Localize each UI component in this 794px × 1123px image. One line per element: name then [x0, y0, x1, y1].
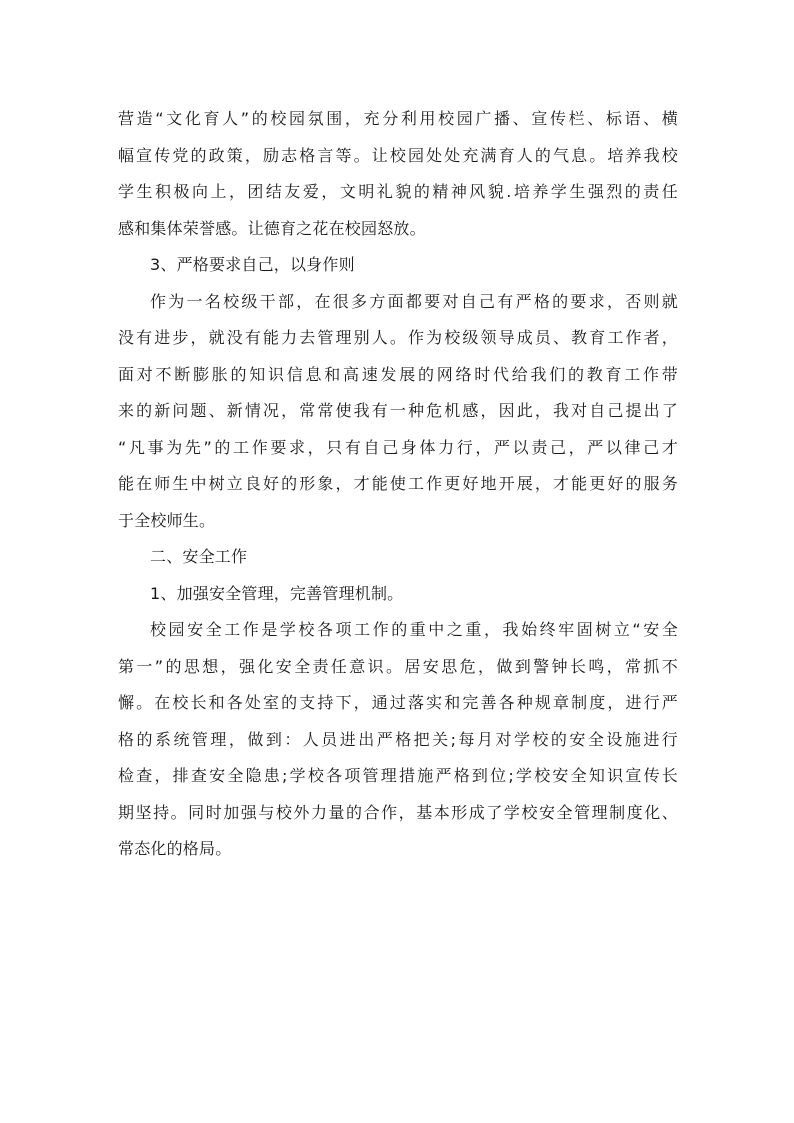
paragraph-line: 期坚持。同时加强与校外力量的合作，基本形成了学校安全管理制度化、 — [118, 802, 678, 822]
paragraph-line: 校园安全工作是学校各项工作的重中之重，我始终牢固树立“安全 — [150, 620, 678, 639]
paragraph-line: 作为一名校级干部，在很多方面都要对自己有严格的要求，否则就 — [150, 291, 678, 311]
paragraph-line: 常态化的格局。 — [118, 839, 232, 858]
subsection-heading: 1、加强安全管理，完善管理机制。 — [150, 583, 404, 603]
section-heading: 3、严格要求自己，以身作则 — [150, 255, 355, 274]
paragraph-line: 幅宣传党的政策，励志格言等。让校园处处充满育人的气息。培养我校 — [118, 145, 678, 165]
paragraph-line: 来的新问题、新情况，常常使我有一种危机感，因此，我对自己提出了 — [118, 401, 678, 420]
paragraph-line: 第一”的思想，强化安全责任意识。居安思危，做到警钟长鸣，常抓不 — [118, 656, 678, 676]
paragraph-line: 格的系统管理，做到：人员进出严格把关;每月对学校的安全设施进行 — [118, 729, 678, 749]
paragraph-line: 面对不断膨胀的知识信息和高速发展的网络时代给我们的教育工作带 — [118, 364, 678, 384]
paragraph-line: “凡事为先”的工作要求，只有自己身体力行，严以责己，严以律己才 — [118, 437, 678, 457]
paragraph-line: 学生积极向上，团结友爱，文明礼貌的精神风貌.培养学生强烈的责任 — [118, 182, 678, 201]
paragraph-line: 感和集体荣誉感。让德育之花在校园怒放。 — [118, 218, 426, 238]
paragraph-line: 于全校师生。 — [118, 510, 216, 530]
paragraph-line: 懈。在校长和各处室的支持下，通过落实和完善各种规章制度，进行严 — [118, 693, 678, 712]
document-body — [118, 101, 678, 868]
paragraph-line: 营造“文化育人”的校园氛围，充分利用校园广播、宣传栏、标语、横 — [118, 109, 678, 128]
paragraph-line: 没有进步，就没有能力去管理别人。作为校级领导成员、教育工作者， — [118, 328, 678, 347]
paragraph-line: 检查，排查安全隐患;学校各项管理措施严格到位;学校安全知识宣传长 — [118, 766, 678, 785]
paragraph-line: 能在师生中树立良好的形象，才能使工作更好地开展，才能更好的服务 — [118, 474, 678, 493]
section-heading: 二、安全工作 — [150, 547, 248, 566]
